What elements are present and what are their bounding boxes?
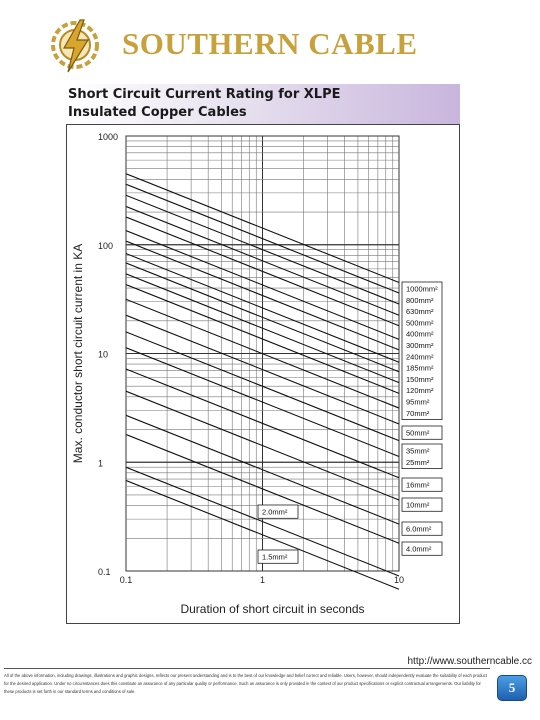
x-tick-label: 1 — [259, 575, 266, 585]
page-number-badge — [497, 675, 527, 701]
series-label: 240mm² — [406, 352, 434, 362]
chart-title-banner — [66, 84, 460, 124]
series-label: 400mm² — [406, 329, 434, 339]
y-tick-label: 1 — [98, 458, 104, 469]
series-label: 1.5mm² — [262, 552, 288, 562]
series-label: 16mm² — [406, 480, 430, 490]
series-label: 150mm² — [406, 374, 434, 384]
series-label: 4.0mm² — [406, 544, 432, 554]
y-axis-label: Max. conductor short circuit current in KA — [71, 243, 85, 464]
y-tick-label: 100 — [98, 240, 114, 251]
series-label: 70mm² — [406, 408, 430, 418]
website-url[interactable]: http://www.southerncable.cc — [407, 656, 532, 667]
chart-title-line-2: Insulated Copper Cables — [68, 105, 247, 120]
y-tick-label: 10 — [98, 349, 109, 360]
series-label: 35mm² — [406, 446, 430, 456]
x-tick-label: 10 — [393, 575, 405, 585]
series-label: 300mm² — [406, 341, 434, 350]
page-header — [0, 0, 540, 84]
series-label: 2.0mm² — [262, 507, 288, 517]
series-label: 1000mm² — [406, 284, 438, 294]
page-number: 5 — [508, 680, 516, 695]
series-label: 500mm² — [406, 318, 434, 328]
disclaimer-text: All of the above information, including drawings, illustrations and graphic designs, reflects our present understanding and is to the best of our knowledge and belief correct and reliable. Users, however, should independently evaluate the suitability of each product for the desired application. Under no circumstances does this constitute an assurance of any particular quality or performance. Such an assurance is only provided in the context of our product specifications or explicit contractual arrangements. Our liability for these products is set forth in our standard terms and conditions of sale. — [4, 673, 488, 694]
y-tick-label: 1000 — [98, 132, 119, 142]
footer-divider — [4, 668, 490, 669]
series-label: 25mm² — [406, 457, 430, 467]
series-label: 630mm² — [406, 307, 434, 317]
short-circuit-chart — [66, 124, 460, 624]
brand-name: SOUTHERN CABLE — [122, 26, 418, 61]
series-label: 185mm² — [406, 363, 434, 373]
y-tick-label: 0.1 — [98, 567, 111, 577]
series-label: 95mm² — [406, 397, 430, 407]
chart-title-line-1: Short Circuit Current Rating for XLPE — [68, 87, 341, 102]
x-tick-label: 0.1 — [119, 575, 133, 585]
series-label: 6.0mm² — [406, 524, 432, 534]
series-label: 120mm² — [406, 386, 434, 396]
lightning-gear-icon — [46, 14, 104, 76]
x-axis-label: Duration of short circuit in seconds — [180, 602, 365, 616]
series-label: 10mm² — [406, 500, 430, 510]
series-label: 50mm² — [406, 428, 430, 438]
series-label: 800mm² — [406, 295, 434, 305]
